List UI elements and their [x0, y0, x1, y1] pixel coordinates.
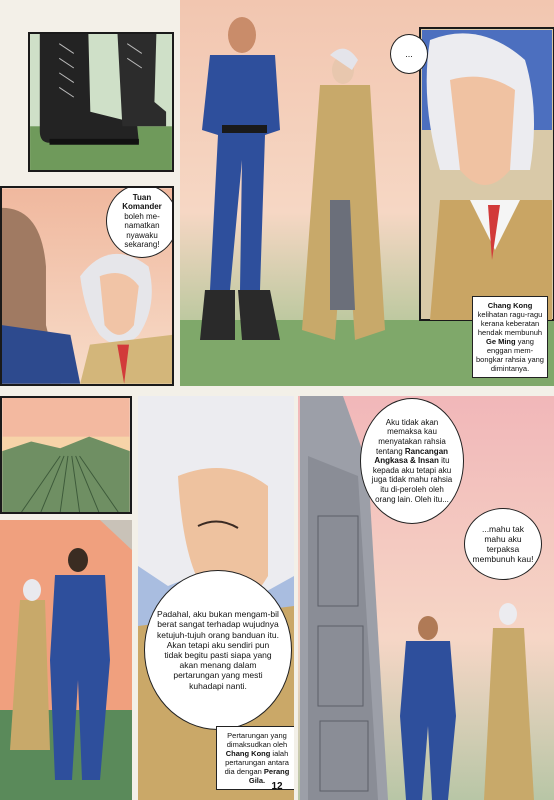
panel-monument — [298, 396, 554, 800]
panel-landscape — [0, 396, 132, 514]
panel-figures-back — [0, 520, 132, 800]
speech-bubble-ellipsis: ... — [390, 34, 428, 74]
landscape-art — [2, 398, 130, 512]
panel-closeup — [138, 396, 294, 800]
speech-bubble-komander: Tuan Komander boleh me-namatkan nyawaku sekarang! — [106, 186, 174, 258]
panel-faces — [0, 186, 174, 386]
caption-chang-kong-hesitant: Chang Kong kelihatan ragu-ragu kerana keberatan hendak membunuh Ge Ming yang enggan mem-bongkar rahsia yang dimintanya. — [472, 296, 548, 378]
figures-back-art — [0, 520, 132, 800]
speech-bubble-tidak-memaksa: Aku tidak akan memaksa kau menyatakan rahsia tentang Rancangan Angkasa & Insan itu kepada aku tetapi aku juga tidak mahu rahsia itu di-peroleh oleh orang lain. Oleh itu... — [360, 398, 464, 524]
speech-bubble-padahal: Padahal, aku bukan mengam-bil berat sangat terhadap wujudnya ketujuh-tujuh orang banduan itu. Akan tetapi aku sendiri pun tidak begitu pasti siapa yang akan menang dalam pertarungan yang mesti kuhadapi nanti. — [144, 570, 292, 730]
boots-art — [30, 34, 172, 170]
speech-bubble-membunuh: ...mahu tak mahu aku terpaksa membunuh kau! — [464, 508, 542, 580]
caption-pertarungan: Pertarungan yang dimaksudkan oleh Chang Kong ialah pertarungan antara dia dengan Perang Gila. — [216, 726, 294, 790]
panel-boots — [28, 32, 174, 172]
panel-standoff — [180, 0, 554, 386]
page-number: 12 — [271, 781, 283, 792]
